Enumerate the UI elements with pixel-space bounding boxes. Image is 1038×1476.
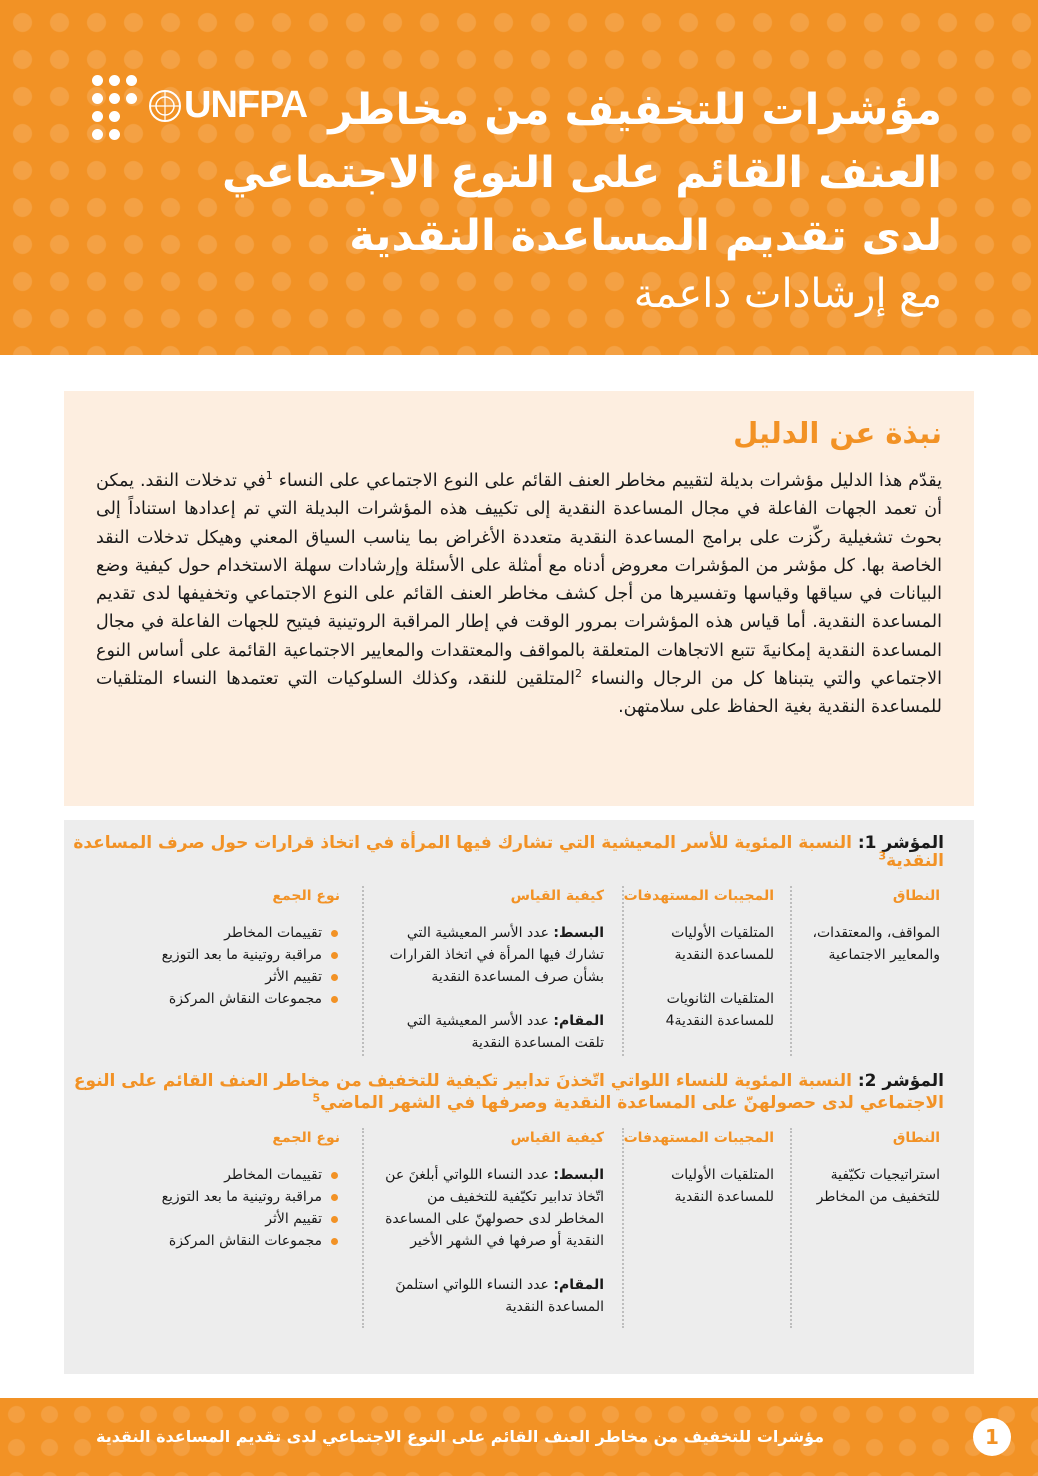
about-heading: نبذة عن الدليل [733, 416, 942, 450]
indicator-1-title [73, 832, 944, 872]
indicator-1-measure-column [362, 886, 622, 1056]
about-paragraph [96, 467, 942, 722]
indicator-2-numerator: البسط: عدد النساء اللواتي أبلغنَ عن اتّخاذ تدابير تكيّفية للتخفيف من المخاطر لدى حصولهنّ على المساعدة النقدية أو صرفها في الشهر الأخير [385, 1167, 604, 1249]
logo-text: UNFPA [184, 84, 308, 126]
list-item: مجموعات النقاش المركزة [126, 988, 340, 1010]
indicators-section [64, 820, 974, 1374]
list-item: تقييمات المخاطر [126, 1164, 340, 1186]
footnote-ref-1[interactable]: 1 [265, 469, 273, 483]
footer-title: مؤشرات للتخفيف من مخاطر العنف القائم على النوع الاجتماعي لدى تقديم المساعدة النقدية [96, 1427, 824, 1446]
indicator-2-measure [382, 1164, 604, 1318]
indicator-2-collection-list [126, 1164, 340, 1252]
indicator-2-label: المؤشر 2: [857, 1071, 944, 1091]
indicator-1-collection-column [126, 886, 362, 1056]
list-item: تقييمات المخاطر [126, 922, 340, 944]
indicator-1-scope-column [790, 886, 944, 1056]
title-line-1: مؤشرات للتخفيف من مخاطر [328, 84, 942, 135]
scope-header: النطاق [892, 1130, 940, 1146]
about-text-a: يقدّم هذا الدليل مؤشرات بديلة لتقييم مخاطر العنف القائم على النوع الاجتماعي على النساء [272, 471, 943, 491]
indicator-2-collection-column [126, 1128, 362, 1328]
footnote-ref-2[interactable]: 2 [574, 667, 582, 681]
indicator-1-title-text-2: النقدية [886, 851, 944, 871]
title-line-3: لدى تقديم المساعدة النقدية [349, 210, 942, 261]
collection-header: نوع الجمع [272, 1130, 340, 1146]
indicator-2-title-text-2: الاجتماعي لدى حصولهنّ على المساعدة النقدية وصرفها في الشهر الماضي [320, 1093, 944, 1113]
indicator-2-respondents-column [622, 1128, 790, 1328]
list-item: مراقبة روتينية ما بعد التوزيع [126, 1186, 340, 1208]
respondents-header: المجيبات المستهدفات [623, 888, 774, 904]
about-text-c: المتلقين للنقد، وكذلك السلوكيات التي تعتمدها النساء المتلقيات للمساعدة النقدية بغية الحفاظ على سلامتهن. [96, 669, 942, 718]
indicator-1-respondents [634, 922, 774, 1032]
indicator-1-measure [382, 922, 604, 1054]
page-subtitle: مع إرشادات داعمة [633, 271, 942, 317]
header-banner [0, 0, 1038, 355]
indicator-1-denominator: المقام: عدد الأسر المعيشية التي تلقت المساعدة النقدية [406, 1013, 604, 1051]
about-text-b: في تدخلات النقد. يمكن أن تعمد الجهات الفاعلة في مجال المساعدة النقدية إلى تكييف هذه المؤشرات البديلة التي تم إعدادها استناداً إلى بحوث تشغيلية ركّزت على برامج المساعدة النقدية متعددة الأغراض بما يناسب السياق المعني وهيكل تدخلات النقد الخاصة بها. كل مؤشر من المؤشرات معروض أدناه مع أمثلة على الأسئلة وإرشادات سهلة الاستخدام حول كيفية وضع البيانات في سياقها وقياسها وتفسيرها من أجل كشف مخاطر العنف القائم على النوع الاجتماعي وتخفيفها لدى تقديم المساعدة النقدية. أما قياس هذه المؤشرات بمرور الوقت في إطار المراقبة الروتينية فيتيح للجهات الفاعلة في مجال المساعدة النقدية إمكانيةَ تتبع الاتجاهات المتعلقة بالمواقف والمعتقدات والمعايير الاجتماعية القائمة على أساس النوع الاجتماعي والتي يتبناها كل من الرجال والنساء [96, 471, 942, 690]
indicator-1-title-text-1: النسبة المئوية للأسر المعيشية التي تشارك فيها المرأة في اتخاذ قرارات حول صرف المساعدة [73, 833, 852, 853]
footnote-ref-3[interactable]: 3 [878, 849, 887, 863]
footnote-ref-5[interactable]: 5 [312, 1091, 321, 1105]
list-item: تقييم الأثر [126, 1208, 340, 1230]
indicator-1-label: المؤشر 1: [857, 833, 944, 853]
indicator-2-scope-column [790, 1128, 944, 1328]
indicator-2-respondent-primary: المتلقيات الأوليات للمساعدة النقدية [671, 1167, 774, 1205]
indicator-2-denominator: المقام: عدد النساء اللواتي استلمنَ المساعدة النقدية [395, 1277, 604, 1315]
scope-header: النطاق [892, 888, 940, 904]
indicator-1-table [90, 886, 944, 1056]
collection-header: نوع الجمع [272, 888, 340, 904]
footnote-ref-4[interactable]: 4 [665, 1013, 675, 1029]
indicator-2-title-text-1: النسبة المئوية للنساء اللواتي اتّخذنَ تدابير تكيفية للتخفيف من مخاطر العنف القائم على النوع [73, 1071, 852, 1091]
indicator-1-respondent-secondary: المتلقيات الثانويات للمساعدة النقدية4 [665, 991, 774, 1029]
indicator-2 [73, 1070, 944, 1328]
respondents-header: المجيبات المستهدفات [623, 1130, 774, 1146]
list-item: تقييم الأثر [126, 966, 340, 988]
un-emblem-icon [148, 89, 182, 123]
measure-header: كيفية القياس [510, 888, 604, 904]
logo-dots-icon [92, 65, 150, 145]
page-number: 1 [973, 1418, 1011, 1456]
title-line-2: العنف القائم على النوع الاجتماعي [222, 147, 942, 198]
list-item: مراقبة روتينية ما بعد التوزيع [126, 944, 340, 966]
indicator-2-title [73, 1070, 944, 1114]
indicator-2-scope: استراتيجيات تكيّفية للتخفيف من المخاطر [816, 1167, 940, 1205]
measure-header: كيفية القياس [510, 1130, 604, 1146]
footer-banner [0, 1398, 1038, 1476]
indicator-1-scope: المواقف، والمعتقدات، والمعايير الاجتماعية [812, 925, 940, 963]
indicator-2-measure-column [362, 1128, 622, 1328]
indicator-2-table [90, 1128, 944, 1328]
indicator-1 [73, 832, 944, 1056]
list-item: مجموعات النقاش المركزة [126, 1230, 340, 1252]
indicator-1-numerator: البسط: عدد الأسر المعيشية التي تشارك فيها المرأة في اتخاذ القرارات بشأن صرف المساعدة النقدية [389, 925, 604, 985]
about-section [64, 391, 974, 806]
unfpa-logo [92, 65, 308, 145]
indicator-1-collection-list [126, 922, 340, 1010]
indicator-1-respondent-primary: المتلقيات الأوليات للمساعدة النقدية [671, 925, 774, 963]
indicator-1-respondents-column [622, 886, 790, 1056]
